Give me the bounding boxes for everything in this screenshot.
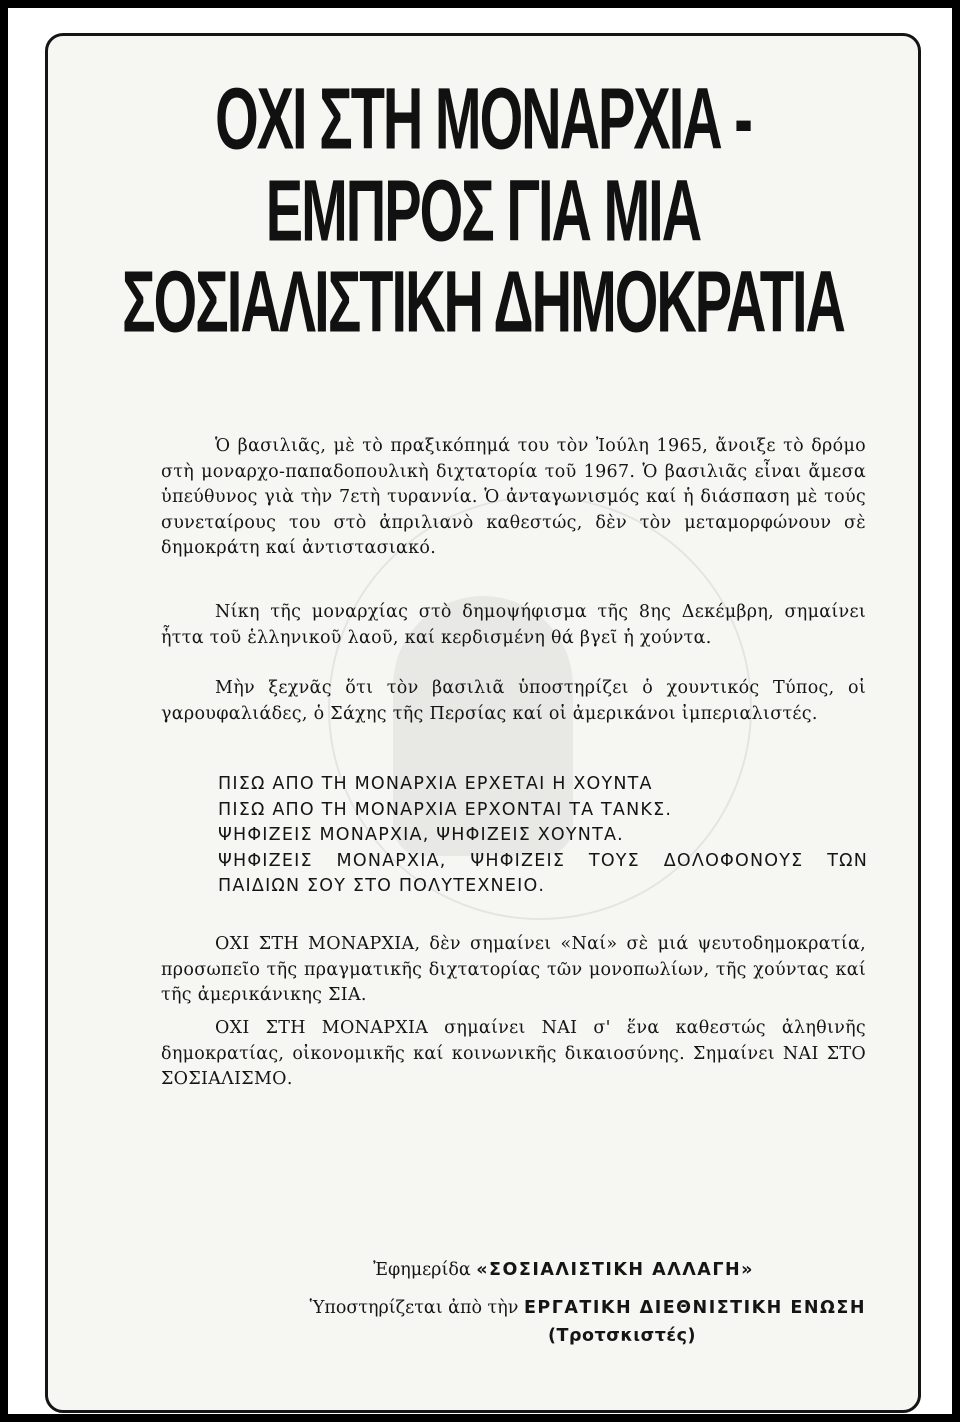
footer-support-org: ΕΡΓΑΤΙΚΗ ΔΙΕΘΝΙΣΤΙΚΗ ΕΝΩΣΗ bbox=[523, 1298, 866, 1318]
paragraph-socialism: ΟΧΙ ΣΤΗ ΜΟΝΑΡΧΙΑ σημαίνει ΝΑΙ σ' ἕνα καθεστώς ἀληθινῆς δημοκρατίας, οἰκονομικῆς καί κοινωνικῆς δικαιοσύνης. Σημαίνει ΝΑΙ ΣΤΟ ΣΟΣΙΑΛΙΣΜΟ. bbox=[161, 1018, 866, 1089]
paragraph-referendum: Νίκη τῆς μοναρχίας στὸ δημοψήφισμα τῆς 8ης Δεκέμβρη, σημαίνει ἧττα τοῦ ἑλληνικοῦ λαοῦ, καί κερδισμένη θά βγεῖ ἡ χούντα. bbox=[161, 602, 866, 648]
footer-support-prefix: Ὑποστηρίζεται ἀπὸ τὴν bbox=[309, 1298, 519, 1318]
footer-support-note bbox=[161, 1326, 866, 1346]
paragraph-no-monarchy: ΟΧΙ ΣΤΗ ΜΟΝΑΡΧΙΑ, δὲν σημαίνει «Ναί» σὲ μιά ψευτοδημοκρατία, προσωπεῖο τῆς πραγματικῆς διχτατορίας τῶν μονοπωλίων, τῆς χούντας καί τῆς ἀμερικάνικης ΣΙΑ. bbox=[161, 934, 866, 1005]
headline-line-3: ΣΟΣΙΑΛΙΣΤΙΚΗ ΔΗΜΟΚΡΑΤΙΑ bbox=[122, 252, 844, 351]
leaflet-page bbox=[45, 33, 921, 1413]
headline-line-2: ΕΜΠΡΟΣ ΓΙΑ ΜΙΑ bbox=[265, 161, 701, 260]
footer-newspaper bbox=[161, 1260, 866, 1280]
paragraph-king: Ὁ βασιλιᾶς, μὲ τὸ πραξικόπημά του τὸν Ἰούλη 1965, ἄνοιξε τὸ δρόμο στὴ μοναρχο-παπαδοπουλικὴ διχτατορία τοῦ 1967. Ὁ βασιλιᾶς εἶναι ἄμεσα ὑπεύθυνος γιὰ τὴν 7ετὴ τυραννία. Ὁ ἀνταγωνισμός καί ἡ διάσπαση μὲ τούς συνεταίρους του στὸ ἀπριλιανὸ καθεστώς, δὲν τὸν μεταμορφώνουν σὲ δημοκράτη καί ἀντιστασιακό. bbox=[161, 436, 866, 558]
footer-newspaper-prefix: Ἐφημερίδα bbox=[373, 1260, 471, 1280]
footer-newspaper-name: «ΣΟΣΙΑΛΙΣΤΙΚΗ ΑΛΛΑΓΗ» bbox=[476, 1260, 754, 1280]
slogan-block bbox=[168, 772, 868, 900]
scan-frame bbox=[8, 8, 952, 1414]
slogan-line: ΠΙΣΩ ΑΠΟ ΤΗ ΜΟΝΑΡΧΙΑ ΕΡΧΕΤΑΙ Η ΧΟΥΝΤΑ bbox=[218, 774, 653, 794]
footer-note-text: (Τροτσκιστές) bbox=[548, 1326, 696, 1346]
slogan-line: ΨΗΦΙΖΕΙΣ ΜΟΝΑΡΧΙΑ, ΨΗΦΙΖΕΙΣ ΤΟΥΣ ΔΟΛΟΦΟΝΟΥΣ ΤΩΝ ΠΑΙΔΙΩΝ ΣΟΥ ΣΤΟ ΠΟΛΥΤΕΧΝΕΙΟ. bbox=[218, 850, 868, 896]
paragraph-supporters: Μὴν ξεχνᾶς ὅτι τὸν βασιλιᾶ ὑποστηρίζει ὁ χουντικός Τύπος, οἱ γαρουφαλιάδες, ὁ Σάχης τῆς Περσίας καί οἱ ἀμερικάνοι ἰμπεριαλιστές. bbox=[161, 678, 866, 724]
slogan-line: ΠΙΣΩ ΑΠΟ ΤΗ ΜΟΝΑΡΧΙΑ ΕΡΧΟΝΤΑΙ ΤΑ ΤΑΝΚΣ. bbox=[218, 799, 673, 820]
slogan-line: ΨΗΦΙΖΕΙΣ ΜΟΝΑΡΧΙΑ, ΨΗΦΙΖΕΙΣ ΧΟΥΝΤΑ. bbox=[218, 825, 624, 845]
headline-line-1: ΟΧΙ ΣΤΗ ΜΟΝΑΡΧΙΑ - bbox=[215, 69, 751, 168]
footer-support bbox=[161, 1298, 866, 1318]
